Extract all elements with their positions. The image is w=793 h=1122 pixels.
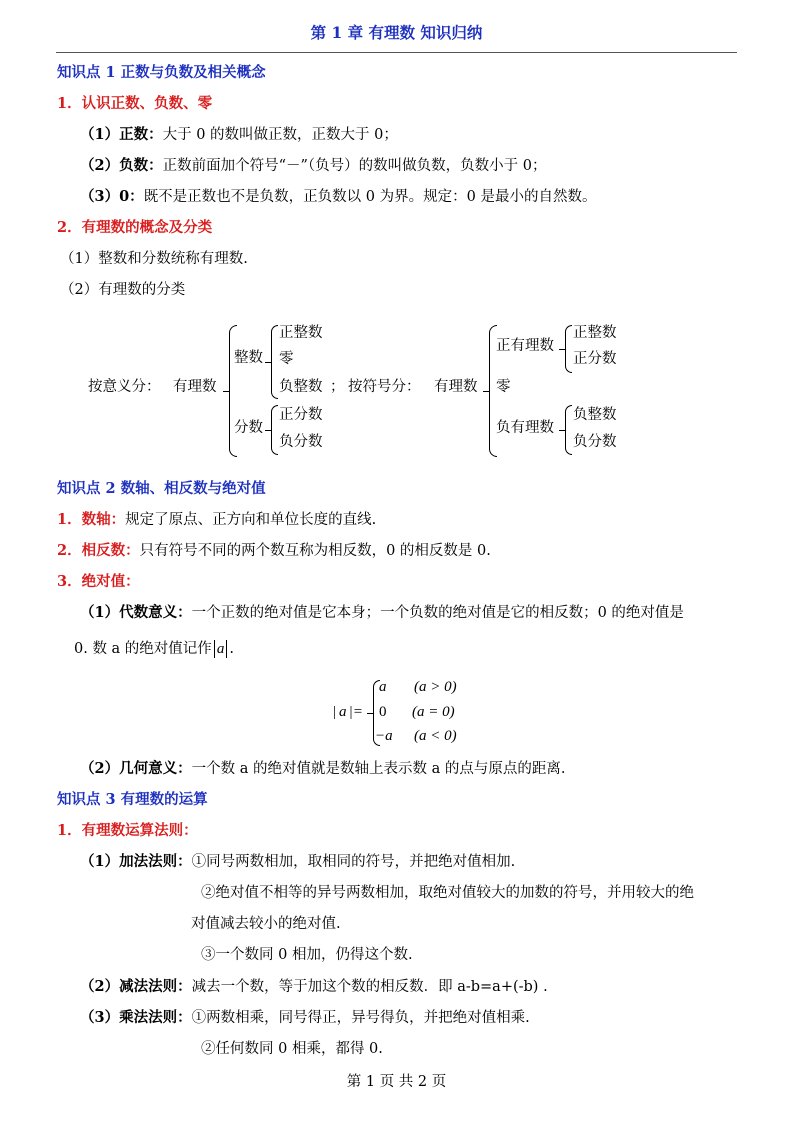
kp2-algebraic-cont (74, 642, 234, 657)
kp3-add-rule-2-cont: 对值减去较小的绝对值. (191, 916, 341, 932)
term-text: 只有符号不同的两个数互称为相反数，0 的相反数是 0. (139, 543, 491, 559)
kp1-item-negative (80, 159, 547, 174)
item-text: 正数前面加个符号“－”（负号）的数叫做负数，负数小于 0； (162, 158, 547, 174)
separator: ； (330, 379, 345, 395)
kp1-s1-title: 1．认识正数、负数、零 (57, 95, 213, 112)
kp3-mul-rule (80, 1011, 530, 1026)
case-expr: 0 (379, 704, 387, 720)
kp2-algebraic (80, 606, 684, 621)
kp1-s2-item-1: （1）整数和分数统称有理数. (60, 251, 248, 267)
kp2-geometric (80, 762, 565, 777)
item-text: 减去一个数，等于加这个数的相反数．即 a-b=a+(-b) . (191, 979, 548, 995)
kp1-item-positive (80, 128, 398, 143)
term-label: 1．数轴： (57, 511, 126, 528)
pos-int-label: 正整数 (279, 325, 323, 341)
formula-lhs: | a | = (333, 704, 363, 720)
item-text: 一个数 a 的绝对值就是数轴上表示数 a 的点与原点的距离. (191, 761, 566, 777)
neg-rational-label: 负有理数 (496, 420, 554, 436)
item-label: （1）正数： (80, 126, 163, 143)
by-sign-label: 按符号分： (348, 379, 421, 395)
item-end: . (229, 641, 234, 657)
item-text: 一个正数的绝对值是它本身；一个负数的绝对值是它的相反数；0 的绝对值是 (191, 605, 684, 621)
brace-rational (229, 325, 237, 457)
item-text: 0. 数 a 的绝对值记作 (74, 641, 212, 657)
kp2-number-line (57, 513, 376, 528)
kp1-heading: 知识点 1 正数与负数及相关概念 (57, 64, 266, 81)
header-divider (56, 52, 737, 53)
pos-frac-label-2: 正分数 (573, 351, 617, 367)
pos-int-label-2: 正整数 (573, 325, 617, 341)
item-label: （2）减法法则： (80, 978, 192, 995)
term-label: 2．相反数： (57, 542, 140, 559)
page-title: 第 1 章 有理数 知识归纳 (310, 23, 483, 42)
pos-rational-label: 正有理数 (496, 338, 554, 354)
neg-int-label: 负整数 (279, 379, 323, 395)
rational-label-2: 有理数 (434, 379, 478, 395)
integer-label: 整数 (234, 350, 263, 366)
neg-int-label-2: 负整数 (573, 407, 617, 423)
kp2-heading: 知识点 2 数轴、相反数与绝对值 (57, 480, 266, 497)
case-cond: (a = 0) (412, 704, 455, 720)
kp3-add-rule-2: ②绝对值不相等的异号两数相加，取绝对值较大的加数的符号，并用较大的绝 (201, 885, 694, 901)
neg-frac-label-2: 负分数 (573, 434, 617, 450)
kp1-s2-title: 2．有理数的概念及分类 (57, 219, 213, 236)
case-expr: a (379, 679, 387, 695)
kp3-add-rule (80, 855, 515, 870)
case-expr: −a (375, 728, 393, 744)
kp3-mul-rule-2: ②任何数同 0 相乘，都得 0. (201, 1041, 383, 1057)
fraction-label: 分数 (234, 420, 263, 436)
brace-fraction (271, 405, 278, 455)
rational-label: 有理数 (173, 379, 217, 395)
brace-neg-rational (565, 405, 572, 455)
lhs-eq: = (353, 704, 363, 720)
by-meaning-label: 按意义分： (88, 379, 161, 395)
case-cond: (a < 0) (414, 728, 457, 744)
abs-a: a (214, 640, 228, 658)
item-text: ①同号两数相加，取相同的符号，并把绝对值相加. (191, 854, 516, 870)
case-cond: (a > 0) (414, 679, 457, 695)
item-label: （1）代数意义： (80, 604, 192, 621)
pos-frac-label: 正分数 (279, 407, 323, 423)
item-label: （3）0： (80, 188, 144, 205)
neg-frac-label: 负分数 (279, 434, 323, 450)
kp3-s1-title: 1．有理数运算法则： (57, 822, 198, 839)
zero-label: 零 (279, 351, 294, 367)
item-label: （3）乘法法则： (80, 1009, 192, 1026)
brace-integer (271, 325, 278, 399)
kp3-add-rule-3: ③一个数同 0 相加，仍得这个数. (201, 947, 413, 963)
item-text: 大于 0 的数叫做正数，正数大于 0； (162, 127, 398, 143)
lhs-var: a (339, 704, 347, 720)
zero-label-2: 零 (496, 379, 511, 395)
item-text: ①两数相乘，同号得正，异号得负，并把绝对值相乘. (191, 1010, 530, 1026)
item-label: （2）负数： (80, 157, 163, 174)
item-label: （2）几何意义： (80, 760, 192, 777)
kp2-abs-title: 3．绝对值： (57, 573, 140, 590)
kp1-s2-item-2: （2）有理数的分类 (60, 282, 186, 298)
brace-pos-rational (565, 325, 572, 373)
kp3-heading: 知识点 3 有理数的运算 (57, 791, 208, 808)
term-text: 规定了原点、正方向和单位长度的直线. (125, 512, 377, 528)
kp2-opposite (57, 544, 491, 559)
page-footer: 第 1 页 共 2 页 (346, 1074, 447, 1090)
item-label: （1）加法法则： (80, 853, 192, 870)
kp1-item-zero (80, 190, 596, 205)
item-text: 既不是正数也不是负数，正负数以 0 为界。规定：0 是最小的自然数。 (143, 189, 597, 205)
kp3-sub-rule (80, 980, 548, 995)
